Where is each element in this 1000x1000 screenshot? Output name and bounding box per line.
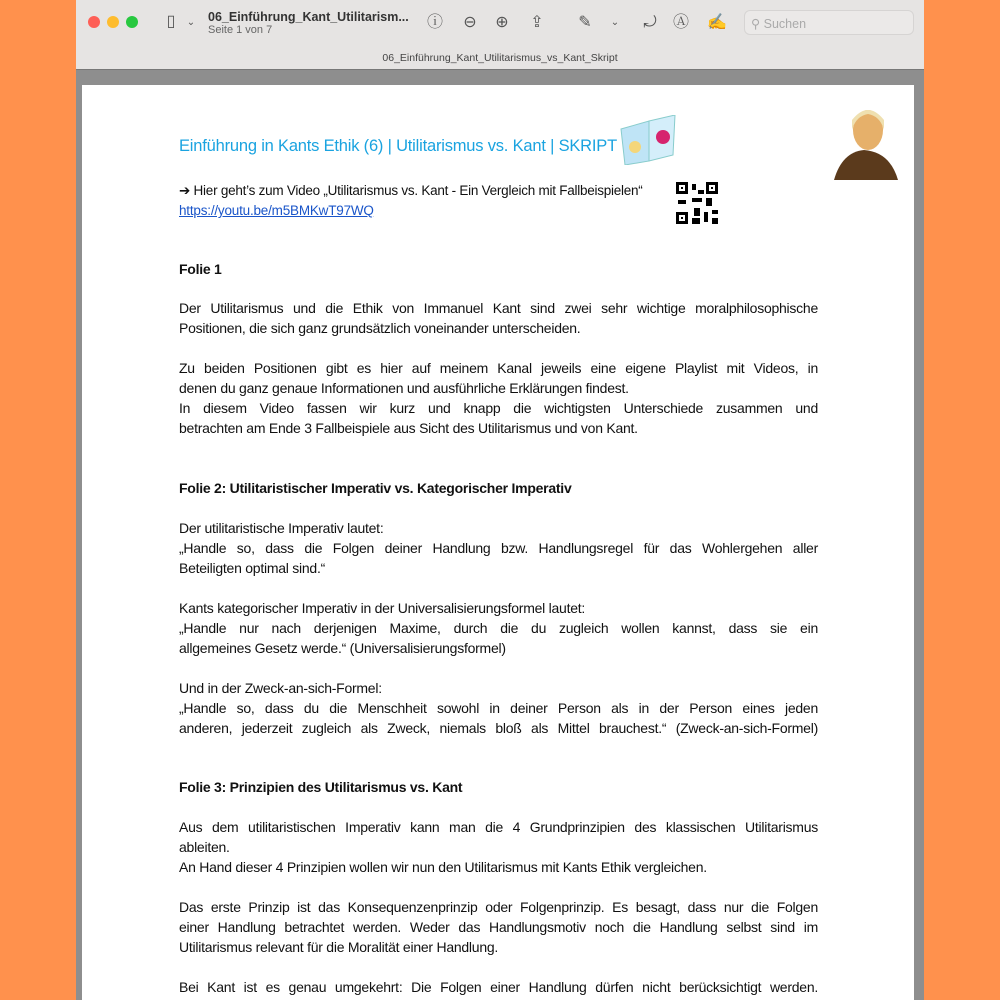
search-field[interactable] (744, 10, 914, 35)
signature-icon[interactable]: ✍ (707, 14, 727, 31)
text-line: Zu beiden Positionen gibt es hier auf meinem Kanal jeweils eine eigene Playlist mit Videos, in (179, 360, 818, 376)
section-heading: Folie 2: Utilitaristischer Imperativ vs. Kategorischer Imperativ (179, 480, 572, 496)
close-button[interactable] (88, 16, 100, 28)
section-heading: Folie 1 (179, 261, 222, 277)
markup-chevron-icon[interactable]: ⌄ (610, 17, 620, 28)
document-heading: Einführung in Kants Ethik (6) | Utilitarismus vs. Kant | SKRIPT (179, 137, 617, 155)
text-line: denen du ganz genaue Informationen und ausführliche Erklärungen findest. (179, 380, 629, 396)
qr-code[interactable] (676, 182, 718, 224)
search-icon: ⚲ (751, 17, 764, 31)
rotate-icon[interactable]: ⤾ (643, 14, 657, 31)
share-icon[interactable]: ⇪ (530, 14, 544, 31)
text-line: anderen, jederzeit zugleich als Zweck, niemals bloß als Mittel brauchest.“ (Zweck-an-sich-Formel) (179, 720, 818, 736)
text-line: „Handle so, dass die Folgen deiner Handlung bzw. Handlungsregel für das Wohlergehen aller (179, 540, 818, 556)
text-line: Kants kategorischer Imperativ in der Universalisierungsformel lautet: (179, 600, 586, 616)
text-line: allgemeines Gesetz werde.“ (Universalisierungsformel) (179, 640, 506, 656)
chevron-down-icon[interactable]: ⌄ (186, 17, 196, 28)
text-line: Das erste Prinzip ist das Konsequenzenprinzip oder Folgenprinzip. Es besagt, dass nur die Folgen (179, 899, 818, 915)
toolbar (76, 0, 924, 70)
text-line: Bei Kant ist es genau umgekehrt: Die Folgen einer Handlung dürfen nicht berücksichtigt werden. (179, 979, 818, 995)
text-line: Der Utilitarismus und die Ethik von Immanuel Kant sind zwei sehr wichtige moralphilosophische (179, 300, 818, 316)
video-link[interactable]: https://youtu.be/m5BMKwT97WQ (179, 203, 374, 218)
text-line: In diesem Video fassen wir kurz und knapp die wichtigsten Unterschiede zusammen und (179, 400, 818, 416)
text-line: Aus dem utilitaristischen Imperativ kann man die 4 Grundprinzipien des klassischen Utilitarismus (179, 819, 818, 835)
text-line: „Handle nur nach derjenigen Maxime, durch die du zugleich wollen kannst, dass sie ein (179, 620, 818, 636)
text-line: Beteiligten optimal sind.“ (179, 560, 326, 576)
zoom-button[interactable] (126, 16, 138, 28)
info-icon[interactable]: ⓘ (426, 14, 443, 31)
text-line: Positionen, die sich ganz grundsätzlich voneinander unterscheiden. (179, 320, 581, 336)
markup-pen-icon[interactable]: ✎ (578, 14, 592, 31)
preview-window (76, 0, 924, 1000)
text-line: An Hand dieser 4 Prinzipien wollen wir nun den Utilitarismus mit Kants Ethik vergleichen. (179, 859, 707, 875)
text-line: Utilitarismus relevant für die Moralität einer Handlung. (179, 939, 499, 955)
sidebar-toggle-icon[interactable]: ▯ (166, 13, 176, 30)
search-placeholder: Suchen (763, 17, 807, 31)
book-logo-icon (619, 115, 677, 165)
text-line: ableiten. (179, 839, 230, 855)
minimize-button[interactable] (107, 16, 119, 28)
file-title: 06_Einführung_Kant_Utilitarismus_vs_Kant_Skript (382, 52, 618, 64)
text-line: betrachten am Ende 3 Fallbeispiele aus Sicht des Utilitarismus und von Kant. (179, 420, 638, 436)
page-indicator: Seite 1 von 7 (208, 24, 273, 36)
section-heading: Folie 3: Prinzipien des Utilitarismus vs. Kant (179, 779, 463, 795)
text-line: Der utilitaristische Imperativ lautet: (179, 520, 384, 536)
text-line: „Handle so, dass du die Menschheit sowohl in deiner Person als in der Person eines jeden (179, 700, 818, 716)
annotate-icon[interactable]: Ⓐ (672, 14, 689, 31)
zoom-in-icon[interactable]: ⊕ (495, 14, 509, 31)
kant-portrait (834, 100, 898, 180)
pdf-page (82, 85, 914, 1000)
document-title: 06_Einführung_Kant_Utilitarism... (208, 10, 409, 24)
text-line: einer Handlung betrachtet werden. Weder das Handlungsmotiv noch die Handlung selbst sind im (179, 919, 818, 935)
zoom-out-icon[interactable]: ⊖ (463, 14, 477, 31)
video-reference: ➔ Hier geht’s zum Video „Utilitarismus vs. Kant - Ein Vergleich mit Fallbeispielen“ (179, 183, 643, 198)
text-line: Und in der Zweck-an-sich-Formel: (179, 680, 382, 696)
